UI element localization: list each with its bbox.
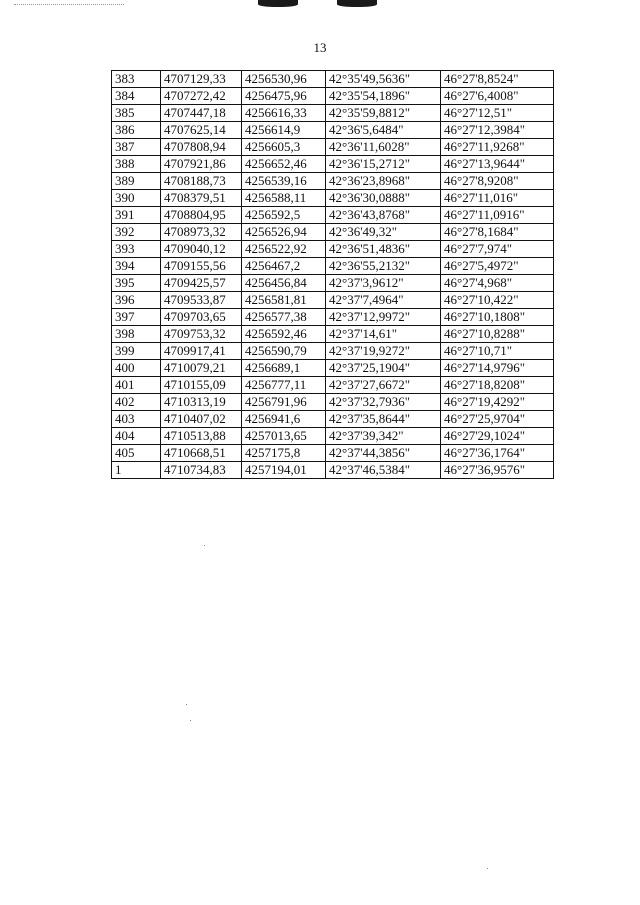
latitude-cell: 42°37'7,4964"	[326, 292, 441, 309]
scan-artifact-mark-right	[337, 0, 377, 7]
coordinates-table	[111, 70, 554, 479]
table-row	[112, 428, 554, 445]
latitude-cell: 42°37'14,61"	[326, 326, 441, 343]
point-number-cell: 405	[112, 445, 161, 462]
y-coordinate-cell: 4256791,96	[242, 394, 326, 411]
y-coordinate-cell: 4256588,11	[242, 190, 326, 207]
point-number-cell: 402	[112, 394, 161, 411]
longitude-cell: 46°27'6,4008"	[441, 88, 554, 105]
x-coordinate-cell: 4710313,19	[161, 394, 242, 411]
y-coordinate-cell: 4257175,8	[242, 445, 326, 462]
x-coordinate-cell: 4707447,18	[161, 105, 242, 122]
point-number-cell: 390	[112, 190, 161, 207]
x-coordinate-cell: 4707272,42	[161, 88, 242, 105]
x-coordinate-cell: 4707921,86	[161, 156, 242, 173]
table-row	[112, 122, 554, 139]
y-coordinate-cell: 4256577,38	[242, 309, 326, 326]
latitude-cell: 42°36'23,8968"	[326, 173, 441, 190]
table-row	[112, 360, 554, 377]
table-row	[112, 377, 554, 394]
table-row	[112, 462, 554, 479]
scan-speck	[190, 720, 191, 721]
x-coordinate-cell: 4709703,65	[161, 309, 242, 326]
latitude-cell: 42°36'55,2132"	[326, 258, 441, 275]
x-coordinate-cell: 4708188,73	[161, 173, 242, 190]
x-coordinate-cell: 4707808,94	[161, 139, 242, 156]
scan-speck	[487, 868, 488, 869]
latitude-cell: 42°35'54,1896"	[326, 88, 441, 105]
table-row	[112, 292, 554, 309]
point-number-cell: 397	[112, 309, 161, 326]
table-row	[112, 105, 554, 122]
latitude-cell: 42°36'43,8768"	[326, 207, 441, 224]
longitude-cell: 46°27'14,9796"	[441, 360, 554, 377]
y-coordinate-cell: 4256456,84	[242, 275, 326, 292]
table-row	[112, 241, 554, 258]
y-coordinate-cell: 4256526,94	[242, 224, 326, 241]
point-number-cell: 395	[112, 275, 161, 292]
latitude-cell: 42°36'51,4836"	[326, 241, 441, 258]
x-coordinate-cell: 4710407,02	[161, 411, 242, 428]
latitude-cell: 42°36'5,6484"	[326, 122, 441, 139]
x-coordinate-cell: 4709155,56	[161, 258, 242, 275]
table-row	[112, 207, 554, 224]
latitude-cell: 42°37'19,9272"	[326, 343, 441, 360]
scan-artifact-mark-left	[258, 0, 298, 7]
point-number-cell: 399	[112, 343, 161, 360]
table-row	[112, 326, 554, 343]
y-coordinate-cell: 4256530,96	[242, 71, 326, 88]
y-coordinate-cell: 4256614,9	[242, 122, 326, 139]
longitude-cell: 46°27'19,4292"	[441, 394, 554, 411]
point-number-cell: 385	[112, 105, 161, 122]
y-coordinate-cell: 4256616,33	[242, 105, 326, 122]
latitude-cell: 42°37'25,1904"	[326, 360, 441, 377]
longitude-cell: 46°27'8,8524"	[441, 71, 554, 88]
table-row	[112, 173, 554, 190]
table-row	[112, 190, 554, 207]
table-row	[112, 258, 554, 275]
table-row	[112, 71, 554, 88]
latitude-cell: 42°37'32,7936"	[326, 394, 441, 411]
point-number-cell: 401	[112, 377, 161, 394]
x-coordinate-cell: 4710734,83	[161, 462, 242, 479]
longitude-cell: 46°27'4,968"	[441, 275, 554, 292]
longitude-cell: 46°27'8,1684"	[441, 224, 554, 241]
x-coordinate-cell: 4708973,32	[161, 224, 242, 241]
y-coordinate-cell: 4256592,46	[242, 326, 326, 343]
scan-artifact-dotted-line	[14, 4, 124, 5]
longitude-cell: 46°27'36,9576"	[441, 462, 554, 479]
point-number-cell: 391	[112, 207, 161, 224]
longitude-cell: 46°27'5,4972"	[441, 258, 554, 275]
point-number-cell: 383	[112, 71, 161, 88]
longitude-cell: 46°27'13,9644"	[441, 156, 554, 173]
x-coordinate-cell: 4709533,87	[161, 292, 242, 309]
x-coordinate-cell: 4708804,95	[161, 207, 242, 224]
x-coordinate-cell: 4709040,12	[161, 241, 242, 258]
coordinates-table-body	[112, 71, 554, 479]
latitude-cell: 42°37'46,5384"	[326, 462, 441, 479]
latitude-cell: 42°36'49,32"	[326, 224, 441, 241]
longitude-cell: 46°27'10,1808"	[441, 309, 554, 326]
longitude-cell: 46°27'12,3984"	[441, 122, 554, 139]
scan-speck	[204, 545, 205, 546]
table-row	[112, 394, 554, 411]
longitude-cell: 46°27'25,9704"	[441, 411, 554, 428]
longitude-cell: 46°27'29,1024"	[441, 428, 554, 445]
x-coordinate-cell: 4709753,32	[161, 326, 242, 343]
longitude-cell: 46°27'10,8288"	[441, 326, 554, 343]
x-coordinate-cell: 4710079,21	[161, 360, 242, 377]
latitude-cell: 42°36'30,0888"	[326, 190, 441, 207]
latitude-cell: 42°35'59,8812"	[326, 105, 441, 122]
x-coordinate-cell: 4710668,51	[161, 445, 242, 462]
longitude-cell: 46°27'18,8208"	[441, 377, 554, 394]
point-number-cell: 404	[112, 428, 161, 445]
point-number-cell: 386	[112, 122, 161, 139]
latitude-cell: 42°36'15,2712"	[326, 156, 441, 173]
latitude-cell: 42°37'39,342"	[326, 428, 441, 445]
table-row	[112, 224, 554, 241]
y-coordinate-cell: 4256467,2	[242, 258, 326, 275]
longitude-cell: 46°27'10,422"	[441, 292, 554, 309]
point-number-cell: 384	[112, 88, 161, 105]
point-number-cell: 394	[112, 258, 161, 275]
table-row	[112, 445, 554, 462]
longitude-cell: 46°27'11,0916"	[441, 207, 554, 224]
latitude-cell: 42°36'11,6028"	[326, 139, 441, 156]
point-number-cell: 392	[112, 224, 161, 241]
longitude-cell: 46°27'11,016"	[441, 190, 554, 207]
table-row	[112, 309, 554, 326]
y-coordinate-cell: 4256652,46	[242, 156, 326, 173]
latitude-cell: 42°37'44,3856"	[326, 445, 441, 462]
point-number-cell: 396	[112, 292, 161, 309]
page-number: 13	[313, 40, 327, 55]
y-coordinate-cell: 4256475,96	[242, 88, 326, 105]
y-coordinate-cell: 4256941,6	[242, 411, 326, 428]
latitude-cell: 42°37'35,8644"	[326, 411, 441, 428]
table-row	[112, 275, 554, 292]
point-number-cell: 400	[112, 360, 161, 377]
table-row	[112, 88, 554, 105]
point-number-cell: 389	[112, 173, 161, 190]
y-coordinate-cell: 4256592,5	[242, 207, 326, 224]
table-row	[112, 156, 554, 173]
latitude-cell: 42°37'3,9612"	[326, 275, 441, 292]
table-row	[112, 139, 554, 156]
latitude-cell: 42°37'27,6672"	[326, 377, 441, 394]
longitude-cell: 46°27'11,9268"	[441, 139, 554, 156]
x-coordinate-cell: 4709425,57	[161, 275, 242, 292]
longitude-cell: 46°27'36,1764"	[441, 445, 554, 462]
x-coordinate-cell: 4710513,88	[161, 428, 242, 445]
y-coordinate-cell: 4256522,92	[242, 241, 326, 258]
y-coordinate-cell: 4257194,01	[242, 462, 326, 479]
point-number-cell: 398	[112, 326, 161, 343]
y-coordinate-cell: 4256539,16	[242, 173, 326, 190]
y-coordinate-cell: 4256605,3	[242, 139, 326, 156]
point-number-cell: 403	[112, 411, 161, 428]
table-row	[112, 411, 554, 428]
latitude-cell: 42°37'12,9972"	[326, 309, 441, 326]
x-coordinate-cell: 4708379,51	[161, 190, 242, 207]
longitude-cell: 46°27'7,974"	[441, 241, 554, 258]
y-coordinate-cell: 4256581,81	[242, 292, 326, 309]
table-row	[112, 343, 554, 360]
point-number-cell: 1	[112, 462, 161, 479]
x-coordinate-cell: 4710155,09	[161, 377, 242, 394]
y-coordinate-cell: 4256590,79	[242, 343, 326, 360]
y-coordinate-cell: 4256689,1	[242, 360, 326, 377]
y-coordinate-cell: 4256777,11	[242, 377, 326, 394]
y-coordinate-cell: 4257013,65	[242, 428, 326, 445]
point-number-cell: 393	[112, 241, 161, 258]
x-coordinate-cell: 4709917,41	[161, 343, 242, 360]
longitude-cell: 46°27'8,9208"	[441, 173, 554, 190]
x-coordinate-cell: 4707625,14	[161, 122, 242, 139]
longitude-cell: 46°27'10,71"	[441, 343, 554, 360]
longitude-cell: 46°27'12,51"	[441, 105, 554, 122]
point-number-cell: 388	[112, 156, 161, 173]
point-number-cell: 387	[112, 139, 161, 156]
latitude-cell: 42°35'49,5636"	[326, 71, 441, 88]
x-coordinate-cell: 4707129,33	[161, 71, 242, 88]
scan-speck	[186, 704, 187, 705]
